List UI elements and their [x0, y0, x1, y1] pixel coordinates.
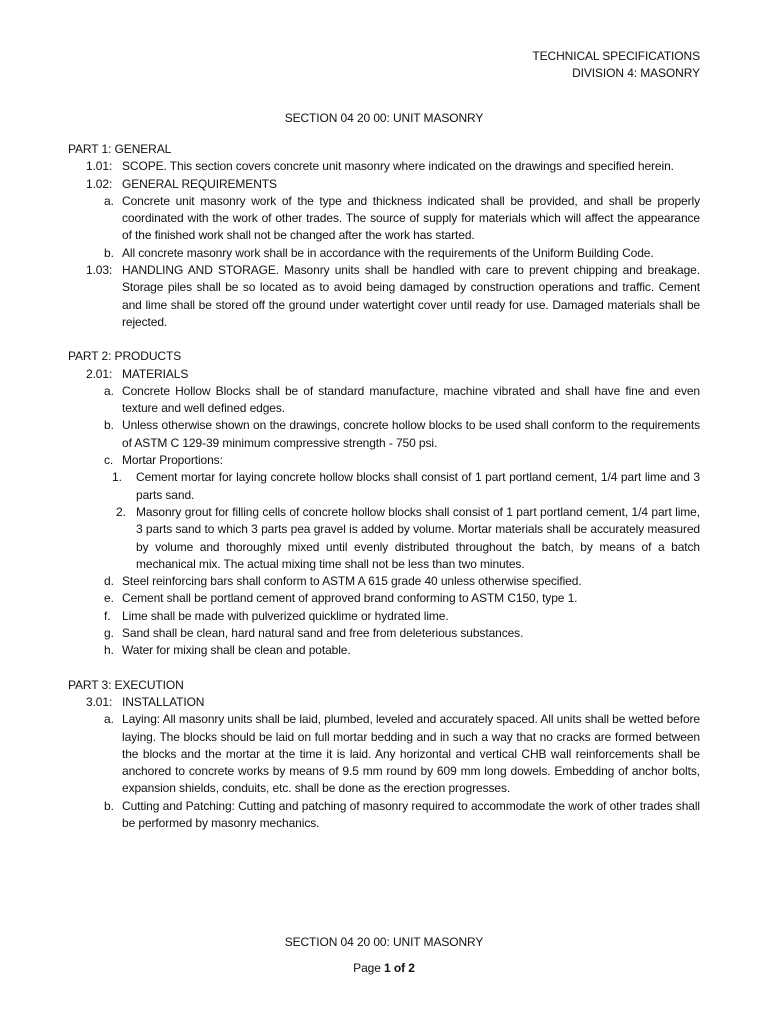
header-line-2: DIVISION 4: MASONRY	[572, 66, 700, 81]
clause-2-01-c-2	[68, 504, 700, 573]
clause-letter: g.	[104, 626, 114, 641]
clause-2-01-f	[68, 608, 700, 625]
clause-2-01-b	[68, 417, 700, 452]
clause-2-01-e	[68, 590, 700, 607]
clause-1-03	[68, 262, 700, 331]
document-body	[68, 141, 700, 832]
clause-text: Cement mortar for laying concrete hollow blocks shall consist of 1 part portland cement, 1/4 part lime and 3 parts sand.	[136, 470, 700, 502]
clause-1-01	[68, 158, 700, 175]
part-2-heading: PART 2: PRODUCTS	[68, 349, 182, 364]
clause-number: 2.01:	[86, 366, 113, 381]
clause-subnumber: 1.	[112, 470, 122, 485]
section-title: SECTION 04 20 00: UNIT MASONRY	[284, 111, 484, 125]
part-3-heading: PART 3: EXECUTION	[68, 677, 184, 692]
clause-letter: e.	[104, 591, 114, 606]
clause-2-01-a	[68, 383, 700, 418]
clause-2-01-c-1	[68, 469, 700, 504]
clause-number: 3.01:	[86, 694, 113, 709]
document-header	[532, 48, 700, 83]
clause-2-01-d	[68, 573, 700, 590]
clause-letter: d.	[104, 574, 114, 589]
page-number	[0, 960, 768, 977]
part-1-heading: PART 1: GENERAL	[68, 142, 172, 156]
clause-3-01	[68, 694, 700, 711]
clause-text: All concrete masonry work shall be in accordance with the requirements of the Uniform Building Code.	[122, 245, 654, 260]
clause-text: Water for mixing shall be clean and potable.	[122, 643, 351, 658]
clause-number: 1.02:	[86, 176, 113, 191]
clause-3-01-b	[68, 798, 700, 833]
page-word: Page	[353, 961, 381, 975]
clause-1-02-b	[68, 245, 700, 262]
clause-text: Cutting and Patching: Cutting and patching of masonry required to accommodate the work of other trades shall be performed by masonry mechanics.	[122, 798, 700, 830]
clause-text: HANDLING AND STORAGE. Masonry units shall be handled with care to prevent chipping and breakage. Storage piles shall be so located as to avoid being damaged by construction operations and traffic. Cement and lime shall be stored off the ground under watertight cover until ready for use. Damaged materials shall be rejected.	[122, 263, 700, 329]
clause-2-01	[68, 366, 700, 383]
clause-text: Sand shall be clean, hard natural sand and free from deleterious substances.	[122, 626, 524, 641]
spacer	[68, 660, 700, 677]
clause-2-01-c	[68, 452, 700, 469]
clause-text: Masonry grout for filling cells of concrete hollow blocks shall consist of 1 part portland cement, 1/4 part lime, 3 parts sand to which 3 parts pea gravel is added by volume. Mortar materials shall be accurately measured by volume and thoroughly mixed until evenly distributed throughout the batch, by means of a batch mechanical mix. The actual mixing time shall not be less than two minutes.	[136, 504, 700, 571]
clause-text: Concrete unit masonry work of the type and thickness indicated shall be provided, and shall be properly coordinated with the work of other trades. The source of supply for materials which will affect the appearance of the finished work shall not be changed after the work has started.	[122, 193, 700, 243]
clause-letter: h.	[104, 643, 114, 658]
clause-number: 1.03:	[86, 263, 113, 278]
clause-letter: c.	[104, 453, 114, 468]
clause-text: Concrete Hollow Blocks shall be of standard manufacture, machine vibrated and shall have fine and even texture and well defined edges.	[122, 383, 700, 416]
clause-2-01-g	[68, 625, 700, 642]
clause-text: Cement shall be portland cement of approved brand conforming to ASTM C150, type 1.	[122, 591, 578, 606]
clause-text: Unless otherwise shown on the drawings, concrete hollow blocks to be used shall conform to the requirements of ASTM C 129-39 minimum compressive strength - 750 psi.	[122, 418, 700, 450]
clause-letter: b.	[104, 245, 114, 260]
clause-letter: b.	[104, 418, 114, 433]
page-of: of	[393, 961, 405, 975]
clause-text: INSTALLATION	[122, 694, 205, 709]
clause-text: MATERIALS	[122, 366, 189, 381]
spacer	[68, 331, 700, 348]
clause-1-02-a	[68, 193, 700, 245]
clause-3-01-a	[68, 711, 700, 797]
footer-section-title: SECTION 04 20 00: UNIT MASONRY	[284, 935, 484, 949]
clause-letter: a.	[104, 193, 114, 208]
header-line-1: TECHNICAL SPECIFICATIONS	[532, 49, 700, 63]
clause-1-02	[68, 176, 700, 193]
page-total: 2	[408, 961, 415, 975]
clause-text: Laying: All masonry units shall be laid, plumbed, leveled and accurately spaced. All units shall be wetted before laying. The blocks should be laid on full mortar bedding and in such a way that no cracks are formed between the blocks and the mortar at the time it is laid. Any horizontal and vertical CHB wall reinforcements shall be anchored to concrete works by means of 9.5 mm round by 609 mm long dowels. Embedding of anchor bolts, expansion shields, conduits, etc. shall be done as the erection progresses.	[122, 712, 700, 796]
clause-subnumber: 2.	[116, 504, 126, 519]
page-current: 1	[384, 961, 391, 975]
clause-text: SCOPE. This section covers concrete unit masonry where indicated on the drawings and specified herein.	[122, 159, 674, 174]
clause-text: Steel reinforcing bars shall conform to ASTM A 615 grade 40 unless otherwise specified.	[122, 574, 582, 589]
clause-2-01-h	[68, 642, 700, 659]
clause-text: GENERAL REQUIREMENTS	[122, 176, 277, 191]
clause-letter: a.	[104, 712, 114, 727]
clause-letter: a.	[104, 383, 114, 398]
clause-text: Mortar Proportions:	[122, 453, 223, 468]
clause-letter: b.	[104, 798, 114, 813]
clause-text: Lime shall be made with pulverized quicklime or hydrated lime.	[122, 608, 449, 623]
clause-number: 1.01:	[86, 159, 113, 174]
clause-letter: f.	[104, 608, 111, 623]
